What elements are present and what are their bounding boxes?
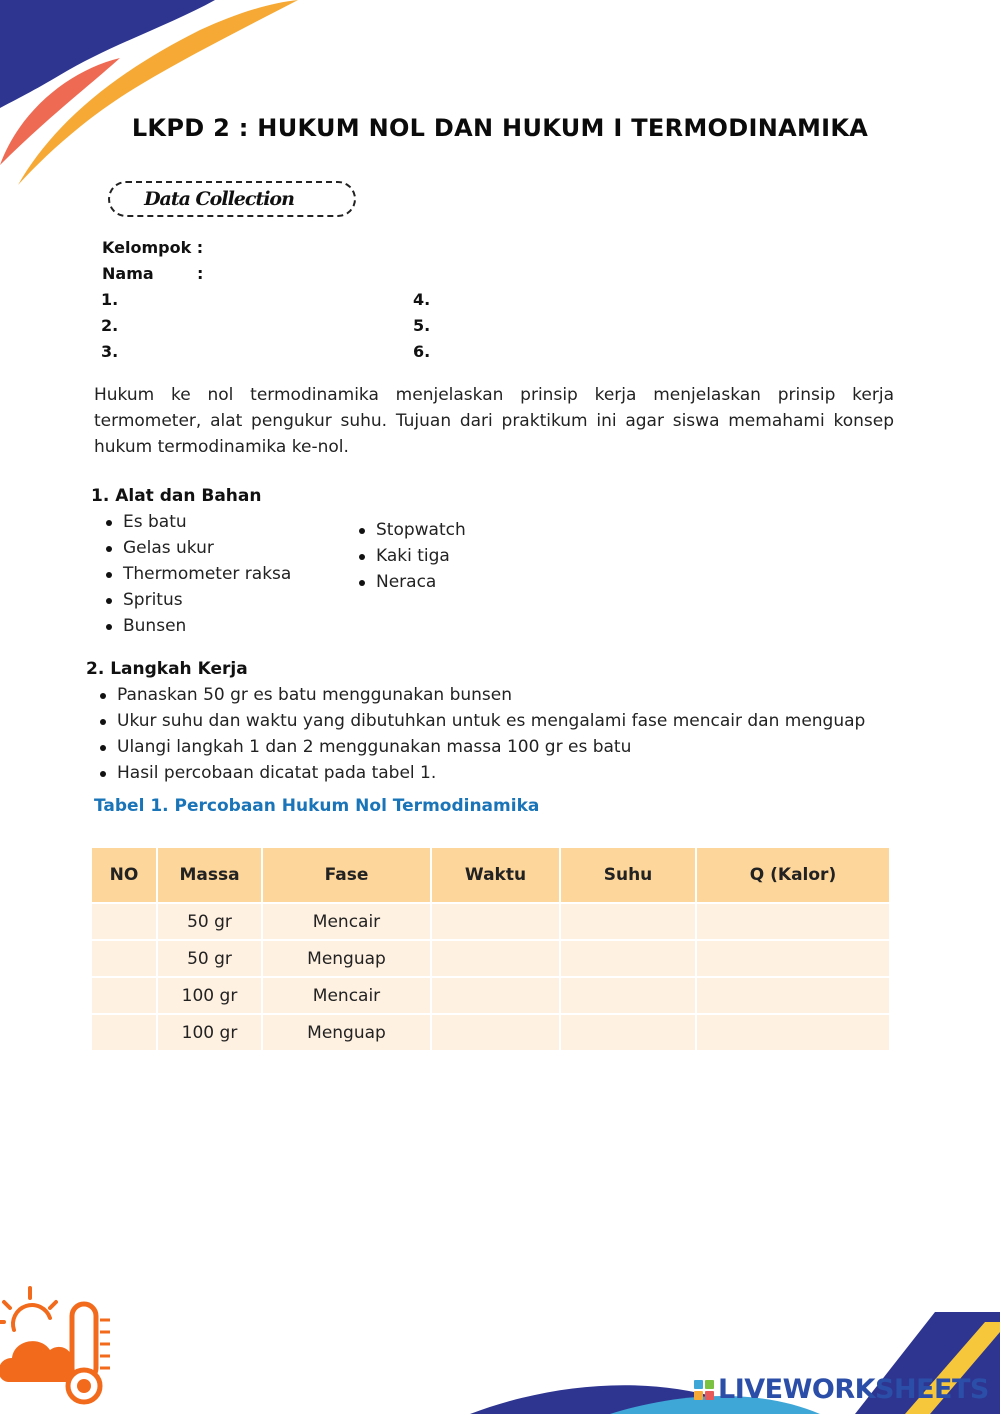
cell-fase: Mencair <box>263 978 430 1013</box>
table-row <box>92 941 889 976</box>
nama-colon: : <box>197 264 204 283</box>
cell-waktu[interactable] <box>432 904 559 939</box>
cell-kalor[interactable] <box>697 941 889 976</box>
cell-massa: 50 gr <box>158 941 261 976</box>
cell-suhu[interactable] <box>561 978 695 1013</box>
table-caption: Tabel 1. Percobaan Hukum Nol Termodinamika <box>94 796 540 816</box>
list-item: Stopwatch <box>359 517 466 543</box>
nama-label: Nama <box>102 264 154 283</box>
weather-thermometer-icon <box>0 1288 56 1330</box>
list-item: Es batu <box>106 509 291 535</box>
header-massa: Massa <box>158 848 261 902</box>
list-item: Kaki tiga <box>359 543 466 569</box>
list-item: Thermometer raksa <box>106 561 291 587</box>
cell-massa: 100 gr <box>158 978 261 1013</box>
step-item: Ulangi langkah 1 dan 2 menggunakan massa 100 gr es batu <box>100 734 865 760</box>
cell-suhu[interactable] <box>561 904 695 939</box>
cell-no[interactable] <box>92 941 156 976</box>
top-wave-decoration <box>0 0 320 200</box>
liveworksheets-brand-text: LIVEWORKSHEETS <box>718 1374 989 1405</box>
langkah-kerja-heading: 2. Langkah Kerja <box>86 659 248 679</box>
liveworksheets-logo-icon <box>694 1380 714 1400</box>
member-number: 1. <box>101 290 119 309</box>
header-no: NO <box>92 848 156 902</box>
table-row <box>92 978 889 1013</box>
cell-no[interactable] <box>92 904 156 939</box>
cell-no[interactable] <box>92 1015 156 1050</box>
cell-massa: 50 gr <box>158 904 261 939</box>
table-header-row <box>92 848 889 902</box>
list-item: Bunsen <box>106 613 291 639</box>
cloud-icon <box>0 1341 78 1382</box>
cell-suhu[interactable] <box>561 941 695 976</box>
list-item: Gelas ukur <box>106 535 291 561</box>
list-item: Spritus <box>106 587 291 613</box>
member-number: 4. <box>413 290 431 309</box>
alat-bahan-list-1 <box>106 509 291 639</box>
liveworksheets-branding[interactable] <box>694 1374 989 1405</box>
step-item: Ukur suhu dan waktu yang dibutuhkan untuk es mengalami fase mencair dan menguap <box>100 708 865 734</box>
cell-fase: Menguap <box>263 1015 430 1050</box>
cell-no[interactable] <box>92 978 156 1013</box>
cell-kalor[interactable] <box>697 1015 889 1050</box>
step-item: Panaskan 50 gr es batu menggunakan bunsen <box>100 682 865 708</box>
member-number: 5. <box>413 316 431 335</box>
header-suhu: Suhu <box>561 848 695 902</box>
cell-kalor[interactable] <box>697 904 889 939</box>
member-number: 2. <box>101 316 119 335</box>
step-item: Hasil percobaan dicatat pada tabel 1. <box>100 760 865 786</box>
header-fase: Fase <box>263 848 430 902</box>
cell-waktu[interactable] <box>432 978 559 1013</box>
cell-waktu[interactable] <box>432 941 559 976</box>
page-title: LKPD 2 : HUKUM NOL DAN HUKUM I TERMODINAMIKA <box>131 114 869 142</box>
cell-kalor[interactable] <box>697 978 889 1013</box>
cell-fase: Mencair <box>263 904 430 939</box>
kelompok-label: Kelompok : <box>102 238 204 257</box>
data-collection-badge <box>108 181 356 217</box>
member-number: 6. <box>413 342 431 361</box>
experiment-table <box>90 846 891 1052</box>
cell-fase: Menguap <box>263 941 430 976</box>
thermometer-scale <box>100 1320 110 1368</box>
cell-massa: 100 gr <box>158 1015 261 1050</box>
data-collection-label: Data Collection <box>144 188 294 210</box>
member-number: 3. <box>101 342 119 361</box>
table-row <box>92 1015 889 1050</box>
table-row <box>92 904 889 939</box>
list-item: Neraca <box>359 569 466 595</box>
intro-paragraph: Hukum ke nol termodinamika menjelaskan prinsip kerja menjelaskan prinsip kerja termometer, alat pengukur suhu. Tujuan dari praktikum ini agar siswa memahami konsep hukum termodinamika ke-nol. <box>94 385 894 457</box>
cell-waktu[interactable] <box>432 1015 559 1050</box>
header-waktu: Waktu <box>432 848 559 902</box>
alat-bahan-heading: 1. Alat dan Bahan <box>91 486 262 506</box>
langkah-kerja-list <box>100 682 865 786</box>
cell-suhu[interactable] <box>561 1015 695 1050</box>
alat-bahan-list-2 <box>359 517 466 595</box>
header-kalor: Q (Kalor) <box>697 848 889 902</box>
